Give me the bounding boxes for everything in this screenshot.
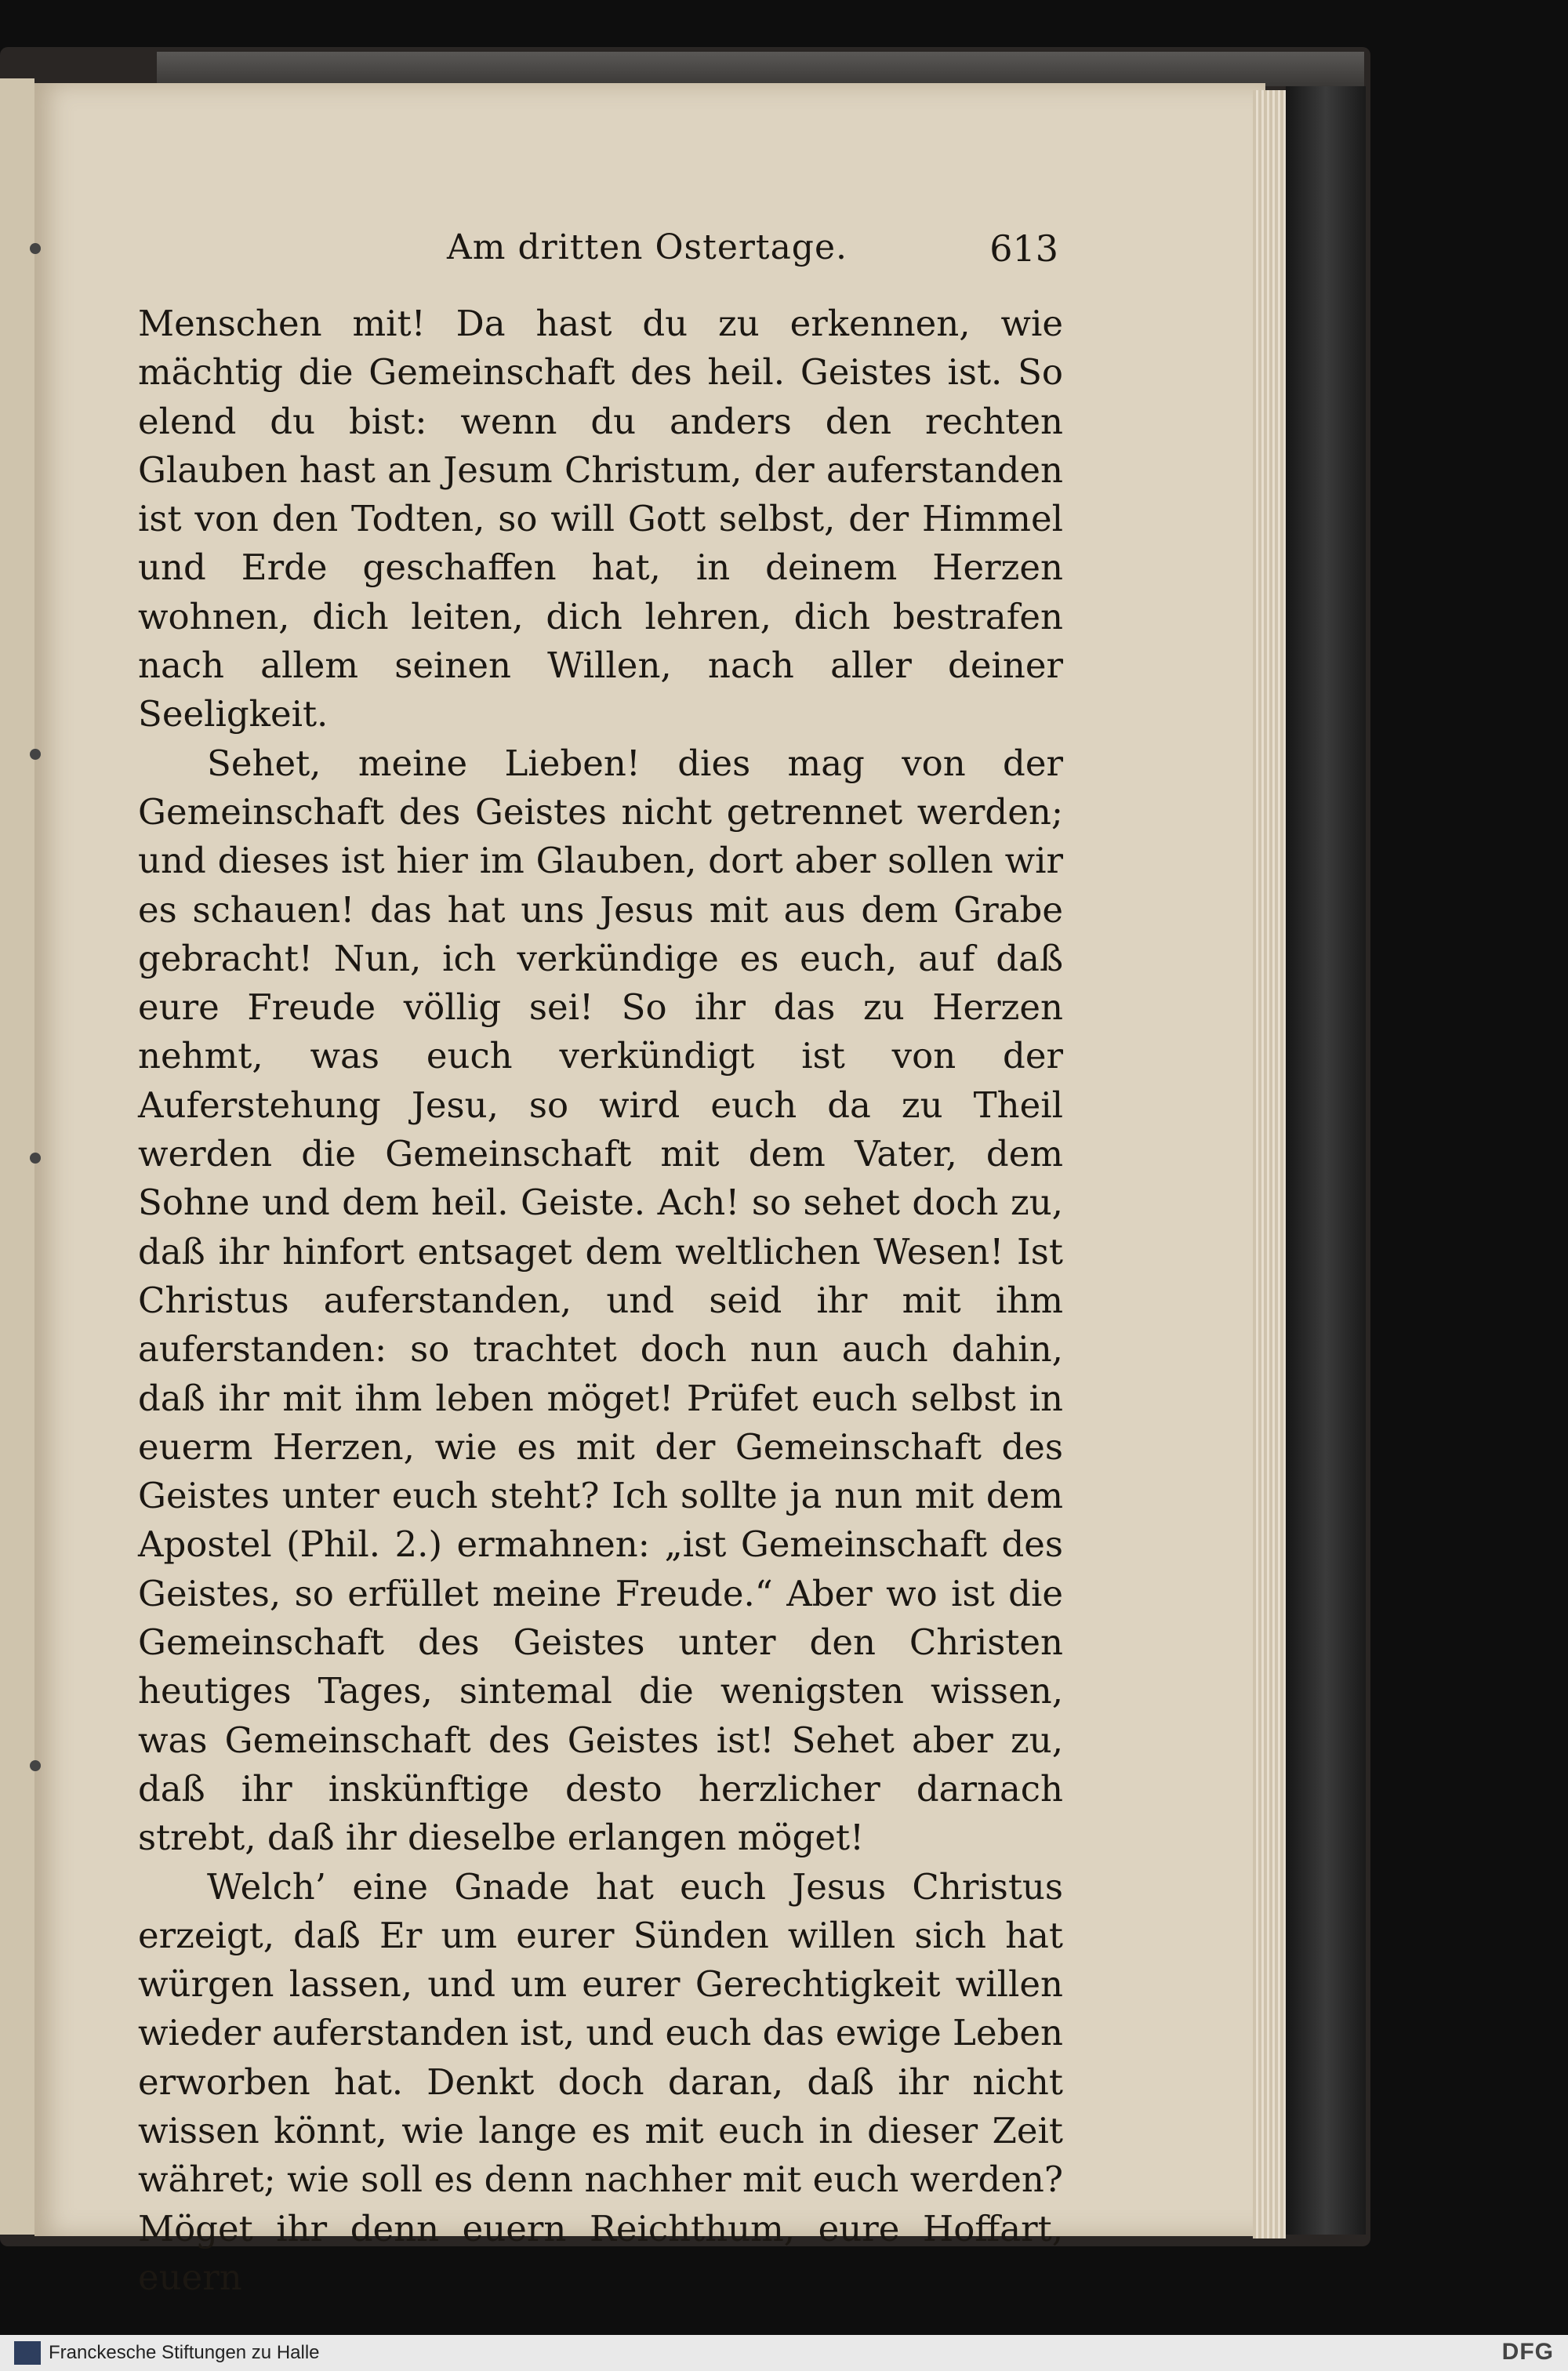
page-edges xyxy=(1253,90,1286,2238)
page-number: 613 xyxy=(989,227,1058,270)
margin-mark xyxy=(30,749,41,760)
institution-logo-icon xyxy=(14,2341,41,2365)
page-header xyxy=(125,227,1058,282)
margin-mark xyxy=(30,1153,41,1164)
paragraph-1: Menschen mit! Da hast du zu erkennen, wie mächtig die Gemeinschaft des heil. Geistes ist. So elend du bist: wenn du anders den rechten Glauben hast an Jesum Christum, der auferstanden ist von den Todten, so will Gott selbst, der Himmel und Erde geschaffen hat, in deinem Herzen wohnen, dich leiten, dich lehren, dich bestrafen nach allem seinen Willen, nach aller deiner Seeligkeit. xyxy=(138,303,1063,735)
viewer-footer xyxy=(0,2335,1568,2371)
paragraph-2: Sehet, meine Lieben! dies mag von der Gemeinschaft des Geistes nicht getrennet werden; und dieses ist hier im Glauben, dort aber sollen wir es schauen! das hat uns Jesus mit aus dem Grabe gebracht! Nun, ich verkündige es euch, auf daß eure Freude völlig sei! So ihr das zu Herzen nehmt, was euch verkündigt ist von der Auferstehung Jesu, so wird euch da zu Theil werden die Gemeinschaft mit dem Vater, dem Sohne und dem heil. Geiste. Ach! so sehet doch zu, daß ihr hinfort entsaget dem weltlichen Wesen! Ist Christus auferstanden, und seid ihr mit ihm auferstanden: so trachtet doch nun auch dahin, daß ihr mit ihm leben möget! Prüfet euch selbst in euerm Herzen, wie es mit der Gemeinschaft des Geistes unter euch steht? Ich sollte ja nun mit dem Apostel (Phil. 2.) ermahnen: „ist Gemeinschaft des Geistes, so erfüllet meine Freude.“ Aber wo ist die Gemeinschaft des Geistes unter den Christen heutiges Tages, sintemal die wenigsten wissen, was Gemeinschaft des Geistes ist! Sehet aber zu, daß ihr inskünftige desto herzlicher darnach strebt, daß ihr dieselbe erlangen möget! xyxy=(138,742,1063,1859)
paragraph-3: Welch’ eine Gnade hat euch Jesus Christus erzeigt, daß Er um eurer Sünden willen sich hat würgen lassen, und um eurer Gerechtigkeit willen wieder auferstanden ist, und euch das ewige Leben erworben hat. Denkt doch daran, daß ihr nicht wissen könnt, wie lange es mit euch in dieser Zeit währet; wie soll es denn nachher mit euch werden? Möget ihr denn euern Reichthum, eure Hoffart, euern xyxy=(138,1865,1063,2298)
margin-mark xyxy=(30,1760,41,1771)
body-text xyxy=(138,300,1063,2302)
cover-top-edge xyxy=(157,52,1364,86)
dfg-logo: DFG xyxy=(1501,2339,1554,2365)
running-head: Am dritten Ostertage. xyxy=(447,227,848,267)
institution-name: Franckesche Stiftungen zu Halle xyxy=(49,2342,320,2363)
margin-mark xyxy=(30,243,41,254)
cover-spine-band xyxy=(1286,86,1366,2235)
